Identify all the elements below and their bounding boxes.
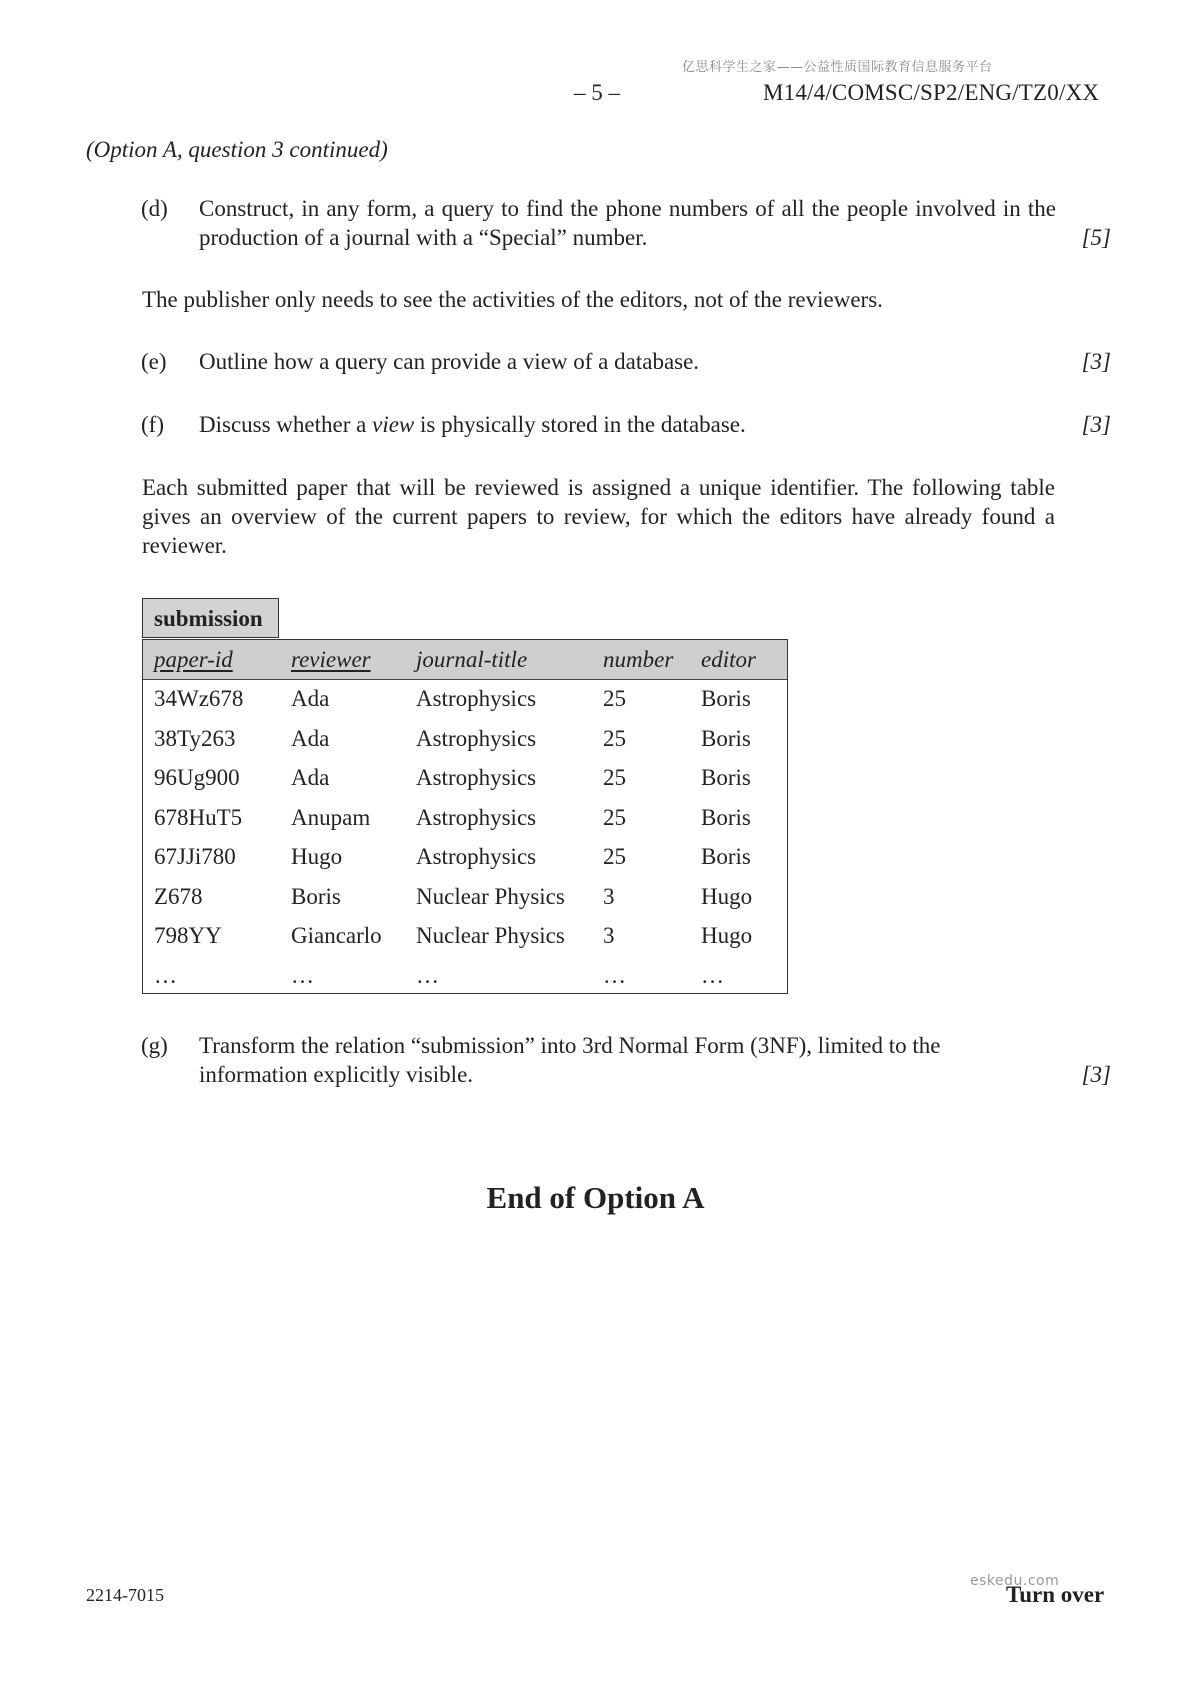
cell-editor: Boris bbox=[701, 725, 751, 751]
question-g-marks: [3] bbox=[1081, 1062, 1111, 1087]
table-header-row bbox=[143, 640, 787, 680]
turn-over-label: Turn over bbox=[1006, 1582, 1105, 1607]
submission-table bbox=[142, 639, 788, 994]
question-d-text: Construct, in any form, a query to find the phone numbers of all the people involved in the production of a journal with a “Special” number. bbox=[199, 196, 1056, 250]
cell-journal-title: … bbox=[416, 962, 439, 988]
cell-number: 3 bbox=[603, 883, 615, 909]
cell-number: 3 bbox=[603, 923, 615, 948]
question-g-label: (g) bbox=[141, 1033, 168, 1058]
header-reviewer: reviewer bbox=[291, 647, 371, 672]
footer-watermark: eskedu.com bbox=[970, 1573, 1060, 1589]
cell-paper-id: 678HuT5 bbox=[154, 804, 243, 830]
cell-editor: Hugo bbox=[701, 923, 753, 948]
question-d-marks: [5] bbox=[1081, 225, 1111, 250]
cell-number: … bbox=[603, 962, 626, 988]
cell-number: 25 bbox=[603, 686, 626, 711]
cell-editor: Boris bbox=[701, 765, 751, 790]
question-f-text-after: is physically stored in the database. bbox=[414, 412, 746, 437]
question-e-marks: [3] bbox=[1081, 349, 1111, 374]
cell-editor: Boris bbox=[701, 844, 751, 869]
cell-number: 25 bbox=[603, 725, 626, 751]
header-editor: editor bbox=[701, 647, 756, 672]
end-of-option-title: End of Option A bbox=[486, 1180, 705, 1215]
question-f-label: (f) bbox=[141, 412, 164, 437]
cell-reviewer: Giancarlo bbox=[291, 923, 382, 948]
cell-reviewer: Boris bbox=[291, 883, 341, 909]
cell-reviewer: … bbox=[291, 962, 314, 988]
cell-journal-title: Astrophysics bbox=[416, 686, 537, 711]
question-e-text: Outline how a query can provide a view of a database. bbox=[199, 349, 700, 374]
cell-paper-id: 34Wz678 bbox=[154, 686, 244, 711]
question-g-text: Transform the relation “submission” into 3rd Normal Form (3NF), limited to the information explicitly visible. bbox=[199, 1033, 941, 1087]
question-f-marks: [3] bbox=[1081, 412, 1111, 437]
cell-editor: Boris bbox=[701, 686, 751, 711]
cell-journal-title: Astrophysics bbox=[416, 725, 537, 751]
cell-paper-id: 67JJi780 bbox=[154, 844, 236, 869]
cell-reviewer: Anupam bbox=[291, 804, 371, 830]
header-number: number bbox=[603, 647, 674, 672]
cell-paper-id: Z678 bbox=[154, 883, 203, 909]
cell-paper-id: 798YY bbox=[154, 923, 222, 948]
cell-journal-title: Nuclear Physics bbox=[416, 923, 565, 948]
page-number: – 5 – bbox=[574, 80, 620, 105]
cell-paper-id: 96Ug900 bbox=[154, 765, 240, 790]
cell-reviewer: Hugo bbox=[291, 844, 343, 869]
paper-code: M14/4/COMSC/SP2/ENG/TZ0/XX bbox=[763, 80, 1100, 105]
cell-journal-title: Nuclear Physics bbox=[416, 883, 565, 909]
cell-reviewer: Ada bbox=[291, 725, 330, 751]
continued-note: (Option A, question 3 continued) bbox=[86, 137, 388, 162]
question-f-emphasis: view bbox=[372, 412, 415, 437]
cell-reviewer: Ada bbox=[291, 765, 330, 790]
question-f-text bbox=[199, 410, 1056, 439]
cell-number: 25 bbox=[603, 804, 626, 830]
cell-paper-id: 38Ty263 bbox=[154, 725, 236, 751]
cell-paper-id: … bbox=[154, 962, 177, 988]
cell-number: 25 bbox=[603, 765, 626, 790]
header-paper-id: paper-id bbox=[154, 647, 233, 672]
question-d-label: (d) bbox=[141, 196, 168, 221]
cell-editor: Hugo bbox=[701, 883, 753, 909]
cell-editor: … bbox=[701, 962, 724, 988]
question-f-text-before: Discuss whether a bbox=[199, 412, 373, 437]
cell-reviewer: Ada bbox=[291, 686, 330, 711]
cell-number: 25 bbox=[603, 844, 626, 869]
cell-journal-title: Astrophysics bbox=[416, 804, 537, 830]
header-journal-title: journal-title bbox=[416, 647, 528, 672]
question-e-label: (e) bbox=[141, 349, 167, 374]
header-watermark: 亿思科学生之家——公益性质国际教育信息服务平台 bbox=[682, 60, 993, 75]
cell-journal-title: Astrophysics bbox=[416, 765, 537, 790]
cell-journal-title: Astrophysics bbox=[416, 844, 537, 869]
footer-code: 2214-7015 bbox=[86, 1585, 164, 1605]
submitted-paragraph: Each submitted paper that will be reviewed is assigned a unique identifier. The following table gives an overview of the current papers to review, for which the editors have already found a reviewer. bbox=[142, 475, 1055, 558]
cell-editor: Boris bbox=[701, 804, 751, 830]
table-title: submission bbox=[142, 598, 279, 638]
publisher-paragraph: The publisher only needs to see the activities of the editors, not of the reviewers. bbox=[142, 287, 883, 312]
